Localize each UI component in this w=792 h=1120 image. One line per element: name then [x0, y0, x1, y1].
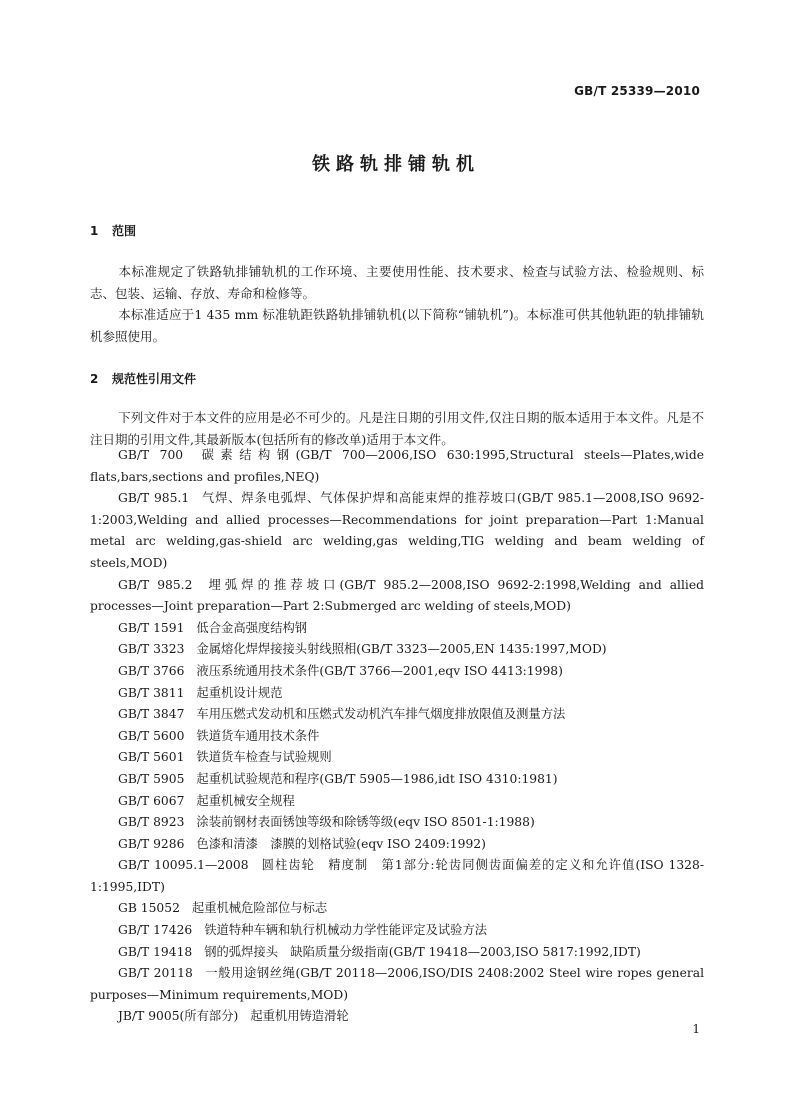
reference-title: 起重机试验规范和程序(GB/T 5905—1986,idt ISO 4310:1981)	[196, 771, 558, 786]
reference-list	[90, 445, 704, 1028]
reference-code: GB/T 3811	[118, 685, 185, 700]
reference-item	[90, 1006, 704, 1028]
reference-code: GB/T 3847	[118, 707, 185, 722]
standard-code: GB/T 25339—2010	[574, 84, 700, 98]
reference-code: GB/T 8923	[118, 815, 185, 830]
reference-item	[90, 445, 704, 488]
reference-code: GB/T 985.1	[118, 491, 190, 506]
reference-code: GB/T 5905	[118, 771, 185, 786]
reference-code: GB/T 3323	[118, 642, 185, 657]
reference-code: GB/T 20118	[118, 966, 193, 981]
reference-title: 车用压燃式发动机和压燃式发动机汽车排气烟度排放限值及测量方法	[196, 707, 566, 722]
reference-title: 起重机设计规范	[196, 685, 283, 700]
reference-title: 一般用途钢丝绳(GB/T 20118—2006,ISO/DIS 2408:2002 Steel wire ropes general purposes—Minimum requirements,MOD)	[90, 966, 705, 1002]
reference-title: 埋弧焊的推荐坡口(GB/T 985.2—2008,ISO 9692-2:1998,Welding and allied processes—Joint preparation—Part 2:Submerged arc welding of steels,MOD)	[90, 577, 704, 614]
document-title: 铁路轨排铺轨机	[312, 154, 480, 175]
reference-title: 涂装前钢材表面锈蚀等级和除锈等级(eqv ISO 8501-1:1988)	[196, 815, 535, 830]
reference-title: 钢的弧焊接头 缺陷质量分级指南(GB/T 19418—2003,ISO 5817:1992,IDT)	[204, 944, 641, 959]
reference-item	[90, 661, 704, 683]
reference-title: 铁道货车通用技术条件	[196, 728, 320, 743]
reference-code: GB/T 10095.1—2008	[118, 858, 249, 873]
reference-item	[90, 855, 704, 898]
reference-title: 起重机械危险部位与标志	[191, 901, 328, 916]
reference-code: GB/T 700	[118, 448, 184, 462]
page-number: 1	[692, 1022, 700, 1036]
reference-title: 铁道特种车辆和轨行机械动力学性能评定及试验方法	[204, 923, 488, 938]
reference-item	[90, 769, 704, 791]
reference-code: JB/T 9005(所有部分)	[118, 1009, 239, 1024]
reference-code: GB 15052	[118, 901, 180, 916]
section-1-number: 1	[90, 224, 99, 238]
reference-title: 圆柱齿轮 精度制 第1部分:轮齿同侧齿面偏差的定义和允许值(ISO 1328-1:1995,IDT)	[90, 858, 704, 894]
reference-code: GB/T 985.2	[118, 577, 193, 592]
reference-item	[90, 747, 704, 769]
paragraph-text: 本标准规定了铁路轨排铺轨机的工作环境、主要使用性能、技术要求、检查与试验方法、检验规则、标志、包装、运输、存放、寿命和检修等。	[90, 264, 704, 301]
reference-item	[90, 920, 704, 942]
reference-item	[90, 942, 704, 964]
reference-item	[90, 898, 704, 920]
reference-item	[90, 683, 704, 705]
reference-title: 金属熔化焊焊接接头射线照相(GB/T 3323—2005,EN 1435:1997,MOD)	[196, 642, 607, 657]
reference-item	[90, 618, 704, 640]
reference-title: 色漆和清漆 漆膜的划格试验(eqv ISO 2409:1992)	[196, 836, 486, 851]
reference-item	[90, 726, 704, 748]
reference-code: GB/T 3766	[118, 663, 185, 678]
reference-item	[90, 963, 704, 1006]
reference-code: GB/T 5601	[118, 750, 185, 765]
reference-title: 铁道货车检查与试验规则	[196, 750, 332, 765]
reference-code: GB/T 6067	[118, 793, 185, 808]
section-2-heading	[90, 370, 196, 387]
reference-title: 液压系统通用技术条件(GB/T 3766—2001,eqv ISO 4413:1998)	[196, 663, 563, 678]
reference-code: GB/T 19418	[118, 944, 193, 959]
reference-code: GB/T 1591	[118, 620, 185, 635]
section-1-paragraph-2	[90, 304, 704, 347]
reference-item	[90, 575, 704, 618]
section-1-paragraph-1	[90, 261, 704, 304]
reference-title: 起重机械安全规程	[196, 793, 295, 808]
section-2-title: 规范性引用文件	[112, 372, 197, 386]
reference-code: GB/T 5600	[118, 728, 185, 743]
section-1-heading	[90, 222, 136, 239]
reference-item	[90, 791, 704, 813]
paragraph-text: 下列文件对于本文件的应用是必不可少的。凡是注日期的引用文件,仅注日期的版本适用于本文件。凡是不注日期的引用文件,其最新版本(包括所有的修改单)适用于本文件。	[90, 410, 704, 447]
reference-item	[90, 639, 704, 661]
reference-item	[90, 488, 704, 574]
reference-code: GB/T 9286	[118, 836, 185, 851]
section-2-number: 2	[90, 372, 99, 386]
reference-item	[90, 704, 704, 726]
reference-title: 低合金高强度结构钢	[196, 620, 308, 635]
reference-title: 碳素结构钢(GB/T 700—2006,ISO 630:1995,Structural steels—Plates,wide flats,bars,sections and profiles,NEQ)	[90, 448, 704, 484]
reference-title: 起重机用铸造滑轮	[250, 1009, 349, 1024]
section-2-intro	[90, 407, 704, 450]
paragraph-text: 本标准适应于1 435 mm 标准轨距铁路轨排铺轨机(以下简称“铺轨机”)。本标准可供其他轨距的轨排铺轨机参照使用。	[90, 307, 704, 344]
section-1-title: 范围	[112, 224, 137, 238]
reference-item	[90, 834, 704, 856]
reference-code: GB/T 17426	[118, 923, 193, 938]
reference-title: 气焊、焊条电弧焊、气体保护焊和高能束焊的推荐坡口(GB/T 985.1—2008,ISO 9692-1:2003,Welding and allied processes—Recommendations for joint preparation—Part 1:Manual metal arc welding,gas-shield arc welding,gas welding,TIG welding and beam welding of steels,MOD)	[90, 491, 704, 570]
reference-item	[90, 812, 704, 834]
